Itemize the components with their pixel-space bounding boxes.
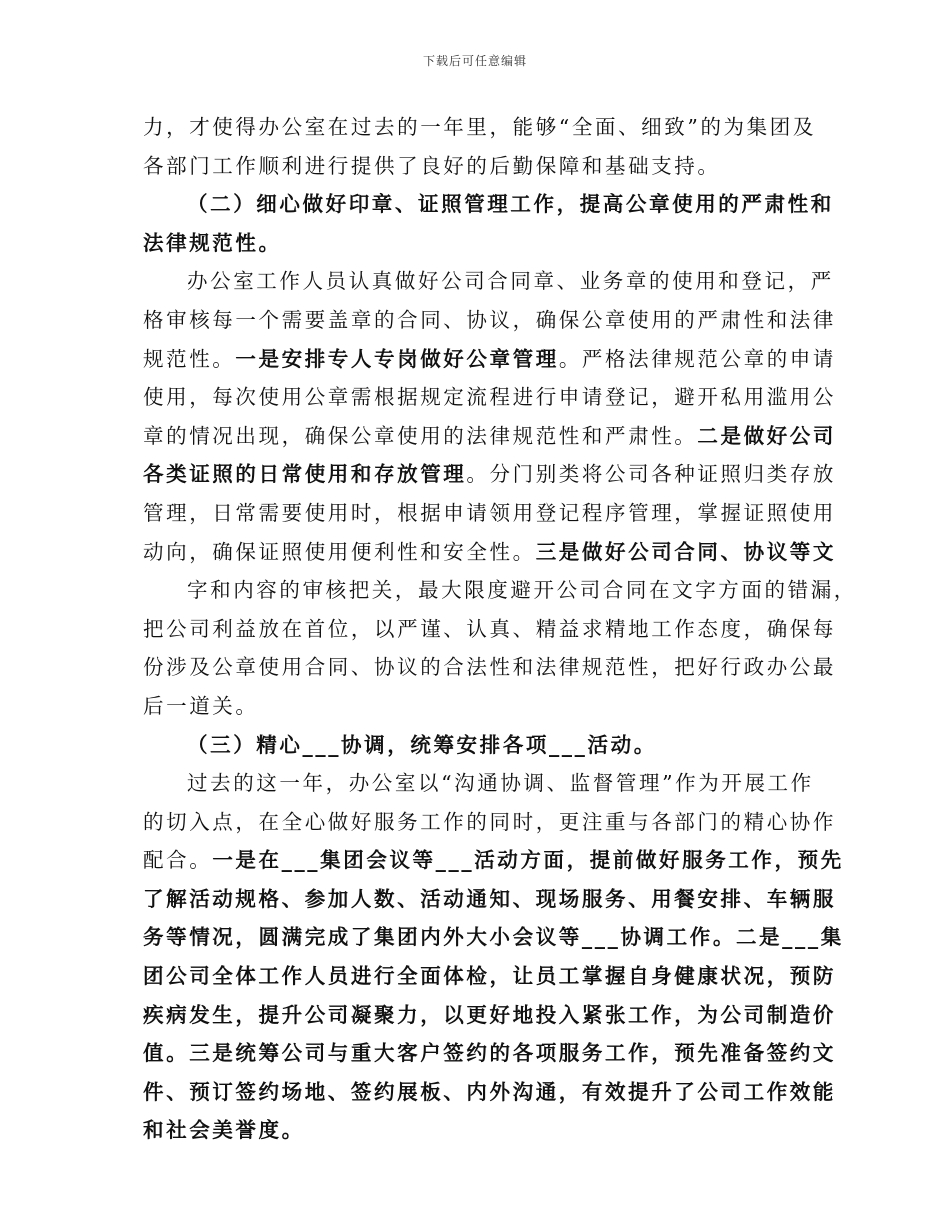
bold-text-segment: 法律规范性。: [143, 230, 282, 255]
text-line: [143, 687, 810, 726]
bold-text-segment: 疾病发生，提升公司凝聚力，以更好地投入紧张工作，为公司制造价: [143, 1002, 836, 1027]
text-line: [143, 262, 834, 301]
text-segment: 。严格法律规范公章的申请: [558, 346, 837, 371]
bold-text-segment: 一是安排专人专岗做好公章管理: [235, 346, 559, 371]
text-segment: 动向，确保证照使用便利性和安全性。: [143, 539, 536, 564]
text-line: [143, 841, 844, 880]
text-line: [143, 378, 836, 417]
text-line: [143, 147, 810, 186]
text-line: [143, 996, 836, 1035]
text-line: [143, 455, 837, 494]
text-segment: 的切入点，在全心做好服务工作的同时，更注重与各部门的精心协作: [143, 809, 836, 834]
bold-text-segment: 各类证照的日常使用和存放管理: [143, 462, 467, 487]
text-segment: 管理，日常需要使用时，根据申请领用登记程序管理，掌握证照使用: [143, 500, 836, 525]
bold-text-segment: 了解活动规格、参加人数、活动通知、现场服务、用餐安排、车辆服: [143, 886, 836, 911]
bold-text-segment: 二是做好公司: [697, 423, 837, 448]
text-line: [143, 918, 844, 957]
text-line: [143, 957, 836, 996]
text-segment: 办公室工作人员认真做好公司合同章、业务章的使用和登记，严: [187, 269, 834, 294]
text-segment: 格审核每一个需要盖章的合同、协议，确保公章使用的严肃性和法律: [143, 307, 836, 332]
text-line: [143, 108, 816, 147]
text-segment: 规范性。: [143, 346, 236, 371]
text-segment: 后一道关。: [143, 693, 259, 718]
text-segment: 字和内容的审核把关，最大限度避开公司合同在文字方面的错漏，: [187, 578, 857, 603]
text-line: [143, 1034, 836, 1073]
text-line: [143, 648, 836, 687]
text-segment: 使用，每次使用公章需根据规定流程进行申请登记，避开私用滥用公: [143, 385, 836, 410]
bold-text-segment: 值。三是统筹公司与重大客户签约的各项服务工作，预先准备签约文: [143, 1041, 836, 1066]
text-segment: 各部门工作顺利进行提供了良好的后勤保障和基础支持。: [143, 153, 721, 178]
text-line: [143, 533, 837, 572]
text-line: [143, 726, 810, 765]
bold-text-segment: 务等情况，圆满完成了集团内外大小会议等___协调工作。二是___集: [143, 925, 844, 950]
bold-text-segment: 和社会美誉度。: [143, 1118, 305, 1143]
text-line: [143, 494, 836, 533]
text-line: [143, 1111, 810, 1150]
text-line: [143, 340, 837, 379]
text-line: [143, 803, 836, 842]
bold-text-segment: 团公司全体工作人员进行全面体检，让员工掌握自身健康状况，预防: [143, 964, 836, 989]
text-line: [143, 185, 834, 224]
text-line: [143, 417, 837, 456]
text-line: [143, 610, 836, 649]
text-line: [143, 571, 857, 610]
page-header: 下载后可任意编辑: [422, 54, 527, 68]
text-segment: 章的情况出现，确保公章使用的法律规范性和严肃性。: [143, 423, 698, 448]
text-line: [143, 224, 810, 263]
text-line: [143, 1073, 836, 1112]
bold-text-segment: （二）细心做好印章、证照管理工作，提高公章使用的严肃性和: [187, 192, 834, 217]
bold-text-segment: （三）精心___协调，统筹安排各项___活动。: [187, 732, 657, 757]
bold-text-segment: 一是在___集团会议等___活动方面，提前做好服务工作，预先: [212, 848, 844, 873]
text-line: [143, 880, 836, 919]
text-segment: 配合。: [143, 848, 213, 873]
text-segment: 。分门别类将公司各种证照归类存放: [466, 462, 837, 487]
document-body: [143, 108, 857, 1150]
bold-text-segment: 三是做好公司合同、协议等文: [535, 539, 837, 564]
bold-text-segment: 件、预订签约场地、签约展板、内外沟通，有效提升了公司工作效能: [143, 1079, 836, 1104]
text-segment: 份涉及公章使用合同、协议的合法性和法律规范性，把好行政办公最: [143, 655, 836, 680]
text-line: [143, 301, 836, 340]
text-segment: 把公司利益放在首位，以严谨、认真、精益求精地工作态度，确保每: [143, 616, 836, 641]
text-line: [143, 764, 814, 803]
text-segment: 过去的这一年，办公室以“沟通协调、监督管理”作为开展工作: [187, 771, 814, 796]
text-segment: 力，才使得办公室在过去的一年里，能够“全面、细致”的为集团及: [143, 115, 816, 139]
